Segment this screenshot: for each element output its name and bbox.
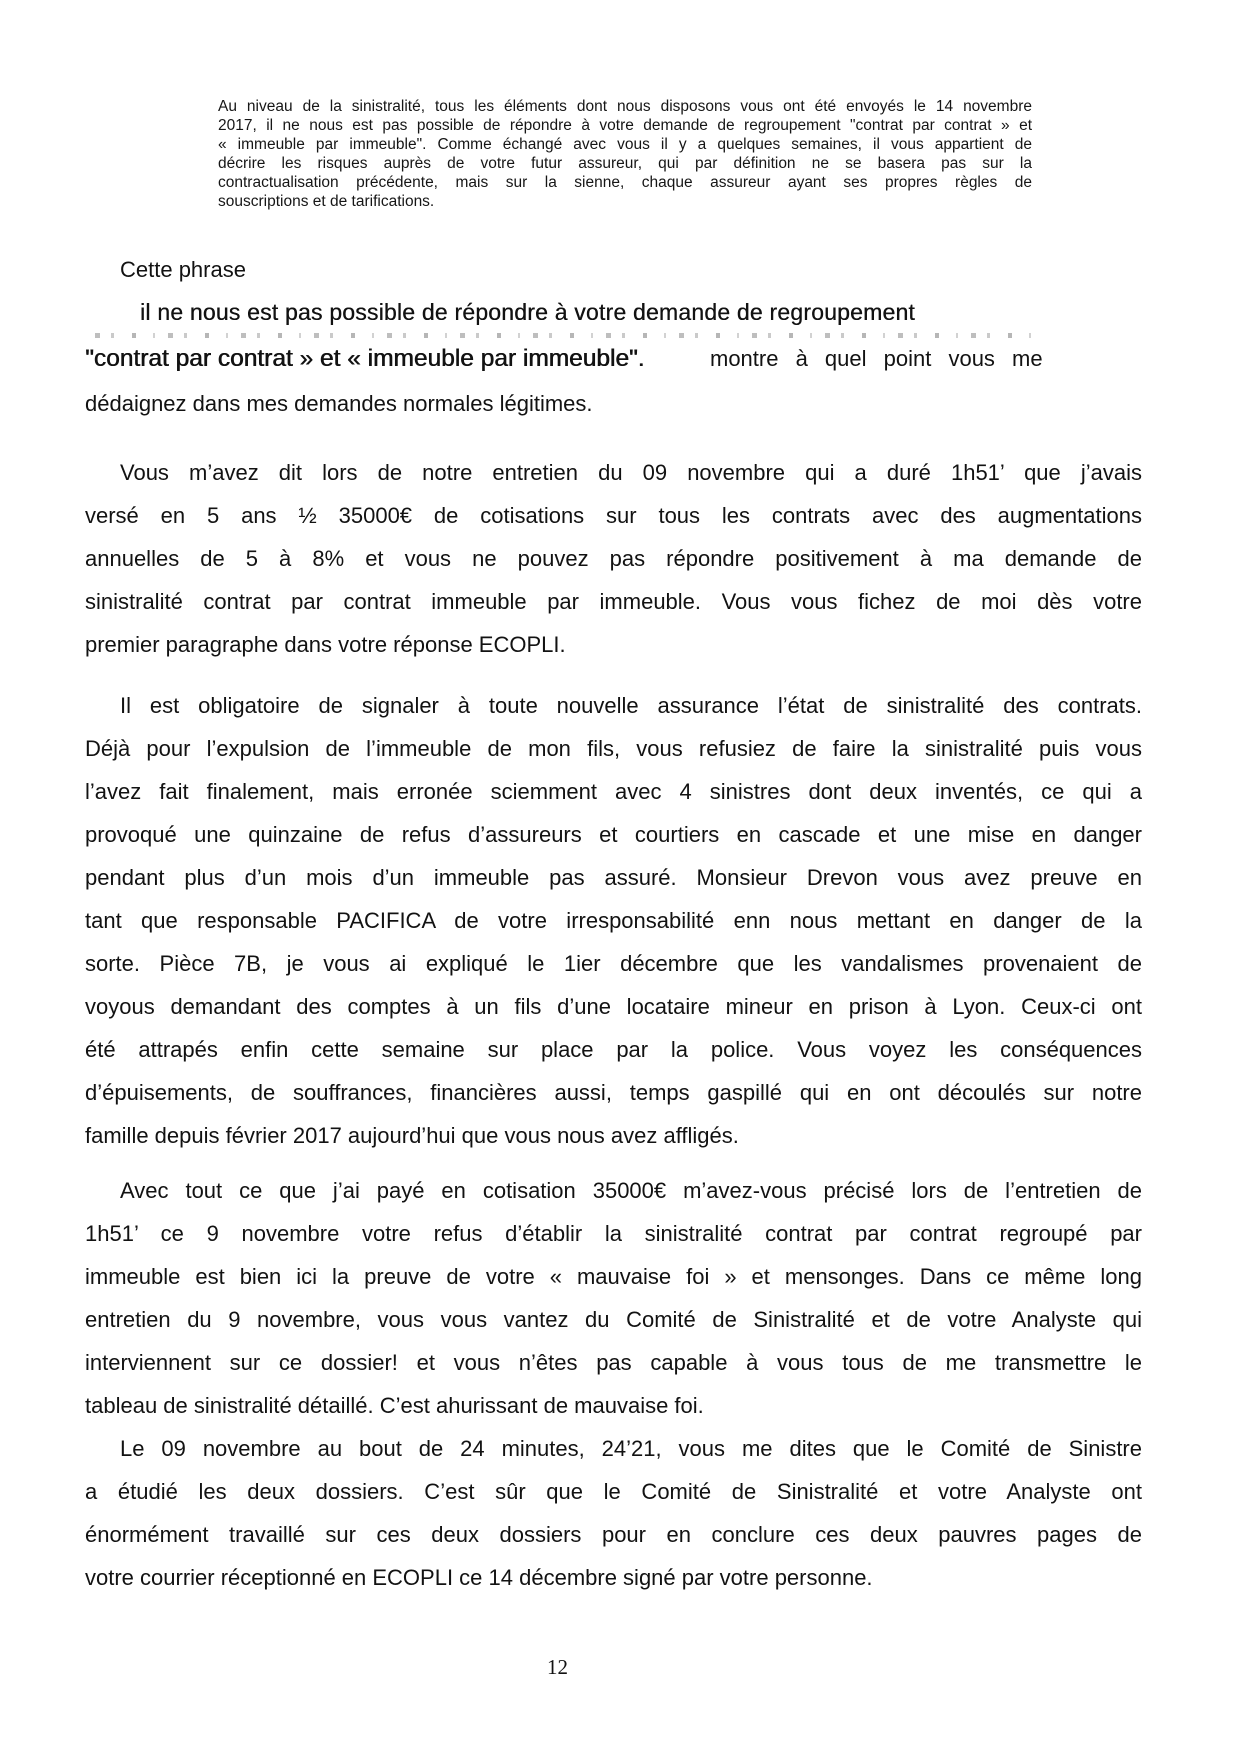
text-line: Le 09 novembre au bout de 24 minutes, 24’21, vous me dites que le Comité de Sinistre bbox=[120, 1436, 1142, 1461]
text-line: d’épuisements, de souffrances, financières aussi, temps gaspillé qui en ont découlés sur notre bbox=[85, 1080, 1142, 1105]
text-line: été attrapés enfin cette semaine sur place par la police. Vous voyez les conséquences bbox=[85, 1037, 1142, 1062]
quoted-sentence-line-2: "contrat par contrat » et « immeuble par immeuble". bbox=[85, 345, 645, 372]
page-number-row bbox=[85, 1655, 1030, 1679]
text-line: tant que responsable PACIFICA de votre irresponsabilité enn nous mettant en danger de la bbox=[85, 908, 1142, 933]
text-line: provoqué une quinzaine de refus d’assureurs et courtiers en cascade et une mise en danger bbox=[85, 822, 1142, 847]
text-line: décrire les risques auprès de votre futur assureur, qui par définition ne se basera pas sur la bbox=[218, 155, 1032, 172]
text-line: sorte. Pièce 7B, je vous ai expliqué le 1ier décembre que les vandalismes provenaient de bbox=[85, 951, 1142, 976]
text-line: Il est obligatoire de signaler à toute nouvelle assurance l’état de sinistralité des contrats. bbox=[120, 693, 1142, 718]
text-line: famille depuis février 2017 aujourd’hui que vous nous avez affligés. bbox=[85, 1123, 739, 1148]
clipped-text-artifact bbox=[95, 333, 1043, 338]
text-line: contractualisation précédente, mais sur la sienne, chaque assureur ayant ses propres règles de bbox=[218, 174, 1032, 191]
sentence-continuation-line: dédaignez dans mes demandes normales légitimes. bbox=[85, 391, 593, 416]
text-line: premier paragraphe dans votre réponse ECOPLI. bbox=[85, 632, 566, 657]
text-line: entretien du 9 novembre, vous vous vantez du Comité de Sinistralité et de votre Analyste qui bbox=[85, 1307, 1142, 1332]
cette-phrase-label: Cette phrase bbox=[120, 257, 246, 282]
text-line: votre courrier réceptionné en ECOPLI ce 14 décembre signé par votre personne. bbox=[85, 1565, 873, 1590]
quote-row bbox=[85, 344, 1142, 373]
text-line: immeuble est bien ici la preuve de votre « mauvaise foi » et mensonges. Dans ce même long bbox=[85, 1264, 1142, 1289]
text-line: souscriptions et de tarifications. bbox=[218, 193, 435, 210]
scanned-quote-block bbox=[218, 97, 1032, 211]
text-line: tableau de sinistralité détaillé. C’est ahurissant de mauvaise foi. bbox=[85, 1393, 704, 1418]
text-line: Vous m’avez dit lors de notre entretien du 09 novembre qui a duré 1h51’ que j’avais bbox=[120, 460, 1142, 485]
text-line: sinistralité contrat par contrat immeuble par immeuble. Vous vous fichez de moi dès votre bbox=[85, 589, 1142, 614]
text-line: « immeuble par immeuble". Comme échangé avec vous il y a quelques semaines, il vous appartient de bbox=[218, 136, 1032, 153]
text-line: Avec tout ce que j’ai payé en cotisation 35000€ m’avez-vous précisé lors de l’entretien de bbox=[120, 1178, 1142, 1203]
text-line: Au niveau de la sinistralité, tous les éléments dont nous disposons vous ont été envoyés le 14 novembre bbox=[218, 98, 1032, 115]
document-content bbox=[85, 97, 1142, 1679]
text-line: voyous demandant des comptes à un fils d’une locataire mineur en prison à Lyon. Ceux-ci ont bbox=[85, 994, 1142, 1019]
text-line: pendant plus d’un mois d’un immeuble pas assuré. Monsieur Drevon vous avez preuve en bbox=[85, 865, 1142, 890]
paragraph bbox=[85, 684, 1142, 1157]
page-number: 12 bbox=[547, 1655, 568, 1679]
sentence-continuation: montre à quel point vous me bbox=[710, 346, 1043, 371]
text-line: l’avez fait finalement, mais erronée sciemment avec 4 sinistres dont deux inventés, ce qui a bbox=[85, 779, 1142, 804]
paragraph bbox=[85, 1169, 1142, 1427]
paragraph bbox=[85, 1427, 1142, 1599]
text-line: interviennent sur ce dossier! et vous n’êtes pas capable à vous tous de me transmettre le bbox=[85, 1350, 1142, 1375]
text-line: versé en 5 ans ½ 35000€ de cotisations sur tous les contrats avec des augmentations bbox=[85, 503, 1142, 528]
text-line: 1h51’ ce 9 novembre votre refus d’établir la sinistralité contrat par contrat regroupé par bbox=[85, 1221, 1142, 1246]
paragraph bbox=[85, 451, 1142, 666]
quoted-sentence-line-1: il ne nous est pas possible de répondre à votre demande de regroupement bbox=[140, 299, 915, 325]
text-line: énormément travaillé sur ces deux dossiers pour en conclure ces deux pauvres pages de bbox=[85, 1522, 1142, 1547]
text-line: a étudié les deux dossiers. C’est sûr que le Comité de Sinistralité et votre Analyste ont bbox=[85, 1479, 1142, 1504]
text-line: Déjà pour l’expulsion de l’immeuble de mon fils, vous refusiez de faire la sinistralité puis vous bbox=[85, 736, 1142, 761]
text-line: 2017, il ne nous est pas possible de répondre à votre demande de regroupement "contrat par contrat » et bbox=[218, 117, 1032, 134]
text-line: annuelles de 5 à 8% et vous ne pouvez pas répondre positivement à ma demande de bbox=[85, 546, 1142, 571]
